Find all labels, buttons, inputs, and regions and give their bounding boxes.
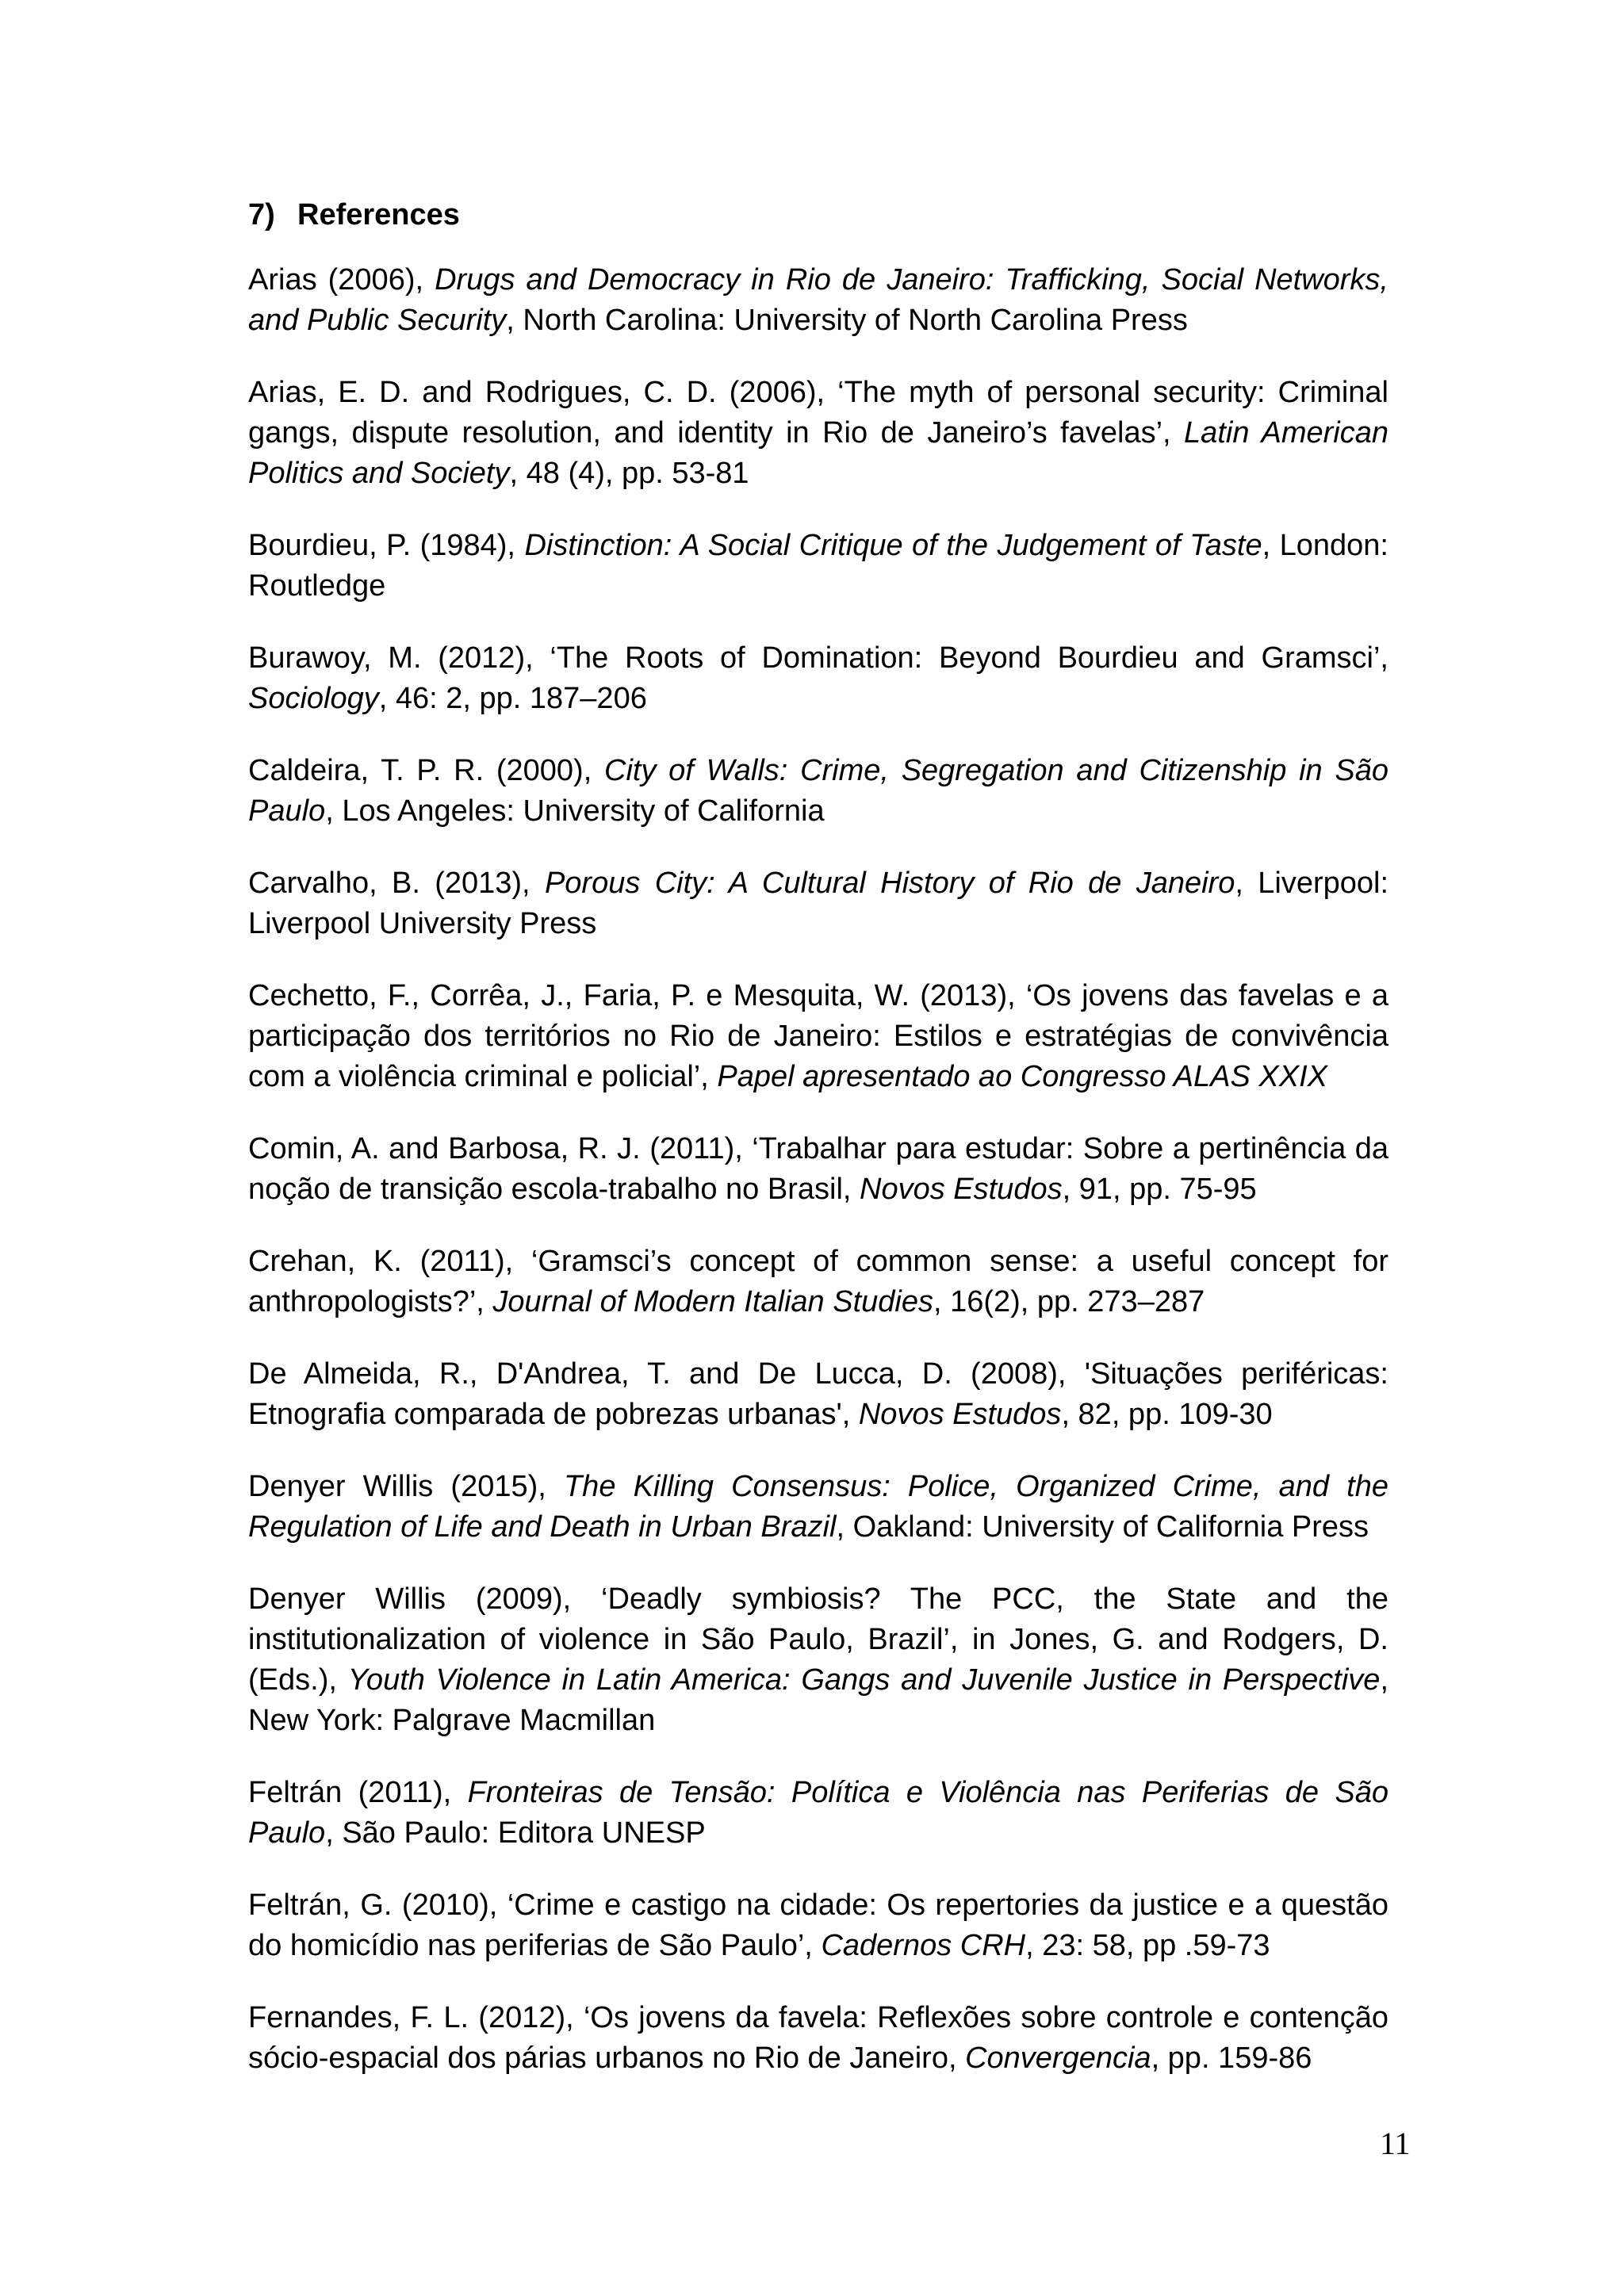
reference-details: , Oakland: University of California Press bbox=[836, 1510, 1369, 1544]
reference-title: Novos Estudos bbox=[858, 1398, 1062, 1431]
reference-entry bbox=[248, 526, 1388, 607]
reference-entry bbox=[248, 1998, 1388, 2079]
reference-text: Comin, A. and Barbosa, R. J. (2011), ‘Trabalhar para estudar: Sobre a pertinência da noção de transição escola-trabalho no Brasil, bbox=[248, 1132, 1388, 1206]
reference-entry bbox=[248, 1129, 1388, 1210]
reference-entry bbox=[248, 1579, 1388, 1741]
reference-text: Caldeira, T. P. R. (2000), bbox=[248, 754, 604, 787]
reference-entry bbox=[248, 373, 1388, 494]
reference-text: Burawoy, M. (2012), ‘The Roots of Domination: Beyond Bourdieu and Gramsci’, bbox=[248, 641, 1388, 675]
reference-entry bbox=[248, 751, 1388, 832]
reference-title: Sociology bbox=[248, 682, 379, 715]
reference-details: , 82, pp. 109-30 bbox=[1061, 1398, 1273, 1431]
reference-entry bbox=[248, 260, 1388, 341]
reference-entry bbox=[248, 1242, 1388, 1322]
reference-title: Porous City: A Cultural History of Rio de Janeiro bbox=[544, 867, 1235, 900]
reference-title: The Killing Consensus: Police, Organized Crime, and the Regulation of Life and Death in Urban Brazil bbox=[248, 1470, 1388, 1544]
section-heading bbox=[248, 193, 1388, 236]
reference-entry bbox=[248, 1773, 1388, 1854]
reference-text: Denyer Willis (2009), ‘Deadly symbiosis? The PCC, the State and the institutionalization of violence in São Paulo, Brazil’, in Jones, G. and Rodgers, D. (Eds.), bbox=[248, 1582, 1388, 1697]
reference-text: Arias (2006), bbox=[248, 263, 435, 297]
reference-list bbox=[248, 260, 1388, 2079]
reference-text: Fernandes, F. L. (2012), ‘Os jovens da favela: Reflexões sobre controle e contenção sócio-espacial dos párias urbanos no Rio de Janeiro, bbox=[248, 2001, 1388, 2075]
reference-title: Drugs and Democracy in Rio de Janeiro: Trafficking, Social Networks, and Public Security bbox=[248, 263, 1388, 337]
reference-entry bbox=[248, 863, 1388, 944]
reference-text: Feltrán (2011), bbox=[248, 1776, 468, 1809]
reference-text: Denyer Willis (2015), bbox=[248, 1470, 564, 1503]
reference-details: , São Paulo: Editora UNESP bbox=[325, 1816, 706, 1850]
section-number: 7) bbox=[248, 198, 275, 232]
reference-details: , pp. 159-86 bbox=[1151, 2042, 1312, 2075]
references-section bbox=[248, 193, 1388, 2110]
reference-details: , New York: Palgrave Macmillan bbox=[248, 1663, 1388, 1737]
reference-title: Distinction: A Social Critique of the Judgement of Taste bbox=[524, 529, 1262, 562]
reference-details: , 23: 58, pp .59-73 bbox=[1025, 1929, 1270, 1962]
reference-text: Arias, E. D. and Rodrigues, C. D. (2006), ‘The myth of personal security: Criminal gangs, dispute resolution, and identity in Rio de Janeiro’s favelas’, bbox=[248, 376, 1388, 450]
reference-text: Cechetto, F., Corrêa, J., Faria, P. e Mesquita, W. (2013), ‘Os jovens das favelas e a participação dos territórios no Rio de Janeiro: Estilos e estratégias de convivência com a violência criminal e policial’, bbox=[248, 979, 1388, 1093]
reference-title: Latin American Politics and Society bbox=[248, 416, 1388, 490]
reference-text: Crehan, K. (2011), ‘Gramsci’s concept of common sense: a useful concept for anthropologists?’, bbox=[248, 1245, 1388, 1318]
reference-details: , 16(2), pp. 273–287 bbox=[933, 1285, 1205, 1318]
reference-entry bbox=[248, 638, 1388, 719]
reference-details: , 48 (4), pp. 53-81 bbox=[509, 457, 749, 490]
reference-text: Bourdieu, P. (1984), bbox=[248, 529, 525, 562]
reference-details: , London: Routledge bbox=[248, 529, 1388, 603]
reference-details: , 46: 2, pp. 187–206 bbox=[378, 682, 647, 715]
reference-details: , Los Angeles: University of California bbox=[325, 794, 825, 828]
reference-entry bbox=[248, 976, 1388, 1097]
reference-entry bbox=[248, 1467, 1388, 1548]
reference-text: De Almeida, R., D'Andrea, T. and De Lucca, D. (2008), 'Situações periféricas: Etnografia comparada de pobrezas urbanas', bbox=[248, 1357, 1388, 1431]
reference-entry bbox=[248, 1354, 1388, 1435]
section-title: References bbox=[297, 198, 460, 232]
reference-title: Convergencia bbox=[965, 2042, 1151, 2075]
reference-details: , North Carolina: University of North Carolina Press bbox=[506, 304, 1188, 337]
reference-title: City of Walls: Crime, Segregation and Citizenship in São Paulo bbox=[248, 754, 1388, 828]
reference-title: Novos Estudos bbox=[860, 1173, 1063, 1206]
reference-title: Fronteiras de Tensão: Política e Violência nas Periferias de São Paulo bbox=[248, 1776, 1388, 1850]
reference-title: Journal of Modern Italian Studies bbox=[492, 1285, 933, 1318]
page-number: 11 bbox=[1380, 2126, 1411, 2161]
reference-details: , Liverpool: Liverpool University Press bbox=[248, 867, 1389, 940]
reference-details: , 91, pp. 75-95 bbox=[1062, 1173, 1257, 1206]
reference-title: Papel apresentado ao Congresso ALAS XXIX bbox=[717, 1060, 1327, 1093]
reference-text: Feltrán, G. (2010), ‘Crime e castigo na cidade: Os repertories da justice e a questão do homicídio nas periferias de São Paulo’, bbox=[248, 1888, 1388, 1962]
reference-title: Youth Violence in Latin America: Gangs and Juvenile Justice in Perspective bbox=[347, 1663, 1381, 1697]
reference-text: Carvalho, B. (2013), bbox=[248, 867, 545, 900]
reference-title: Cadernos CRH bbox=[821, 1929, 1026, 1962]
reference-entry bbox=[248, 1885, 1388, 1966]
